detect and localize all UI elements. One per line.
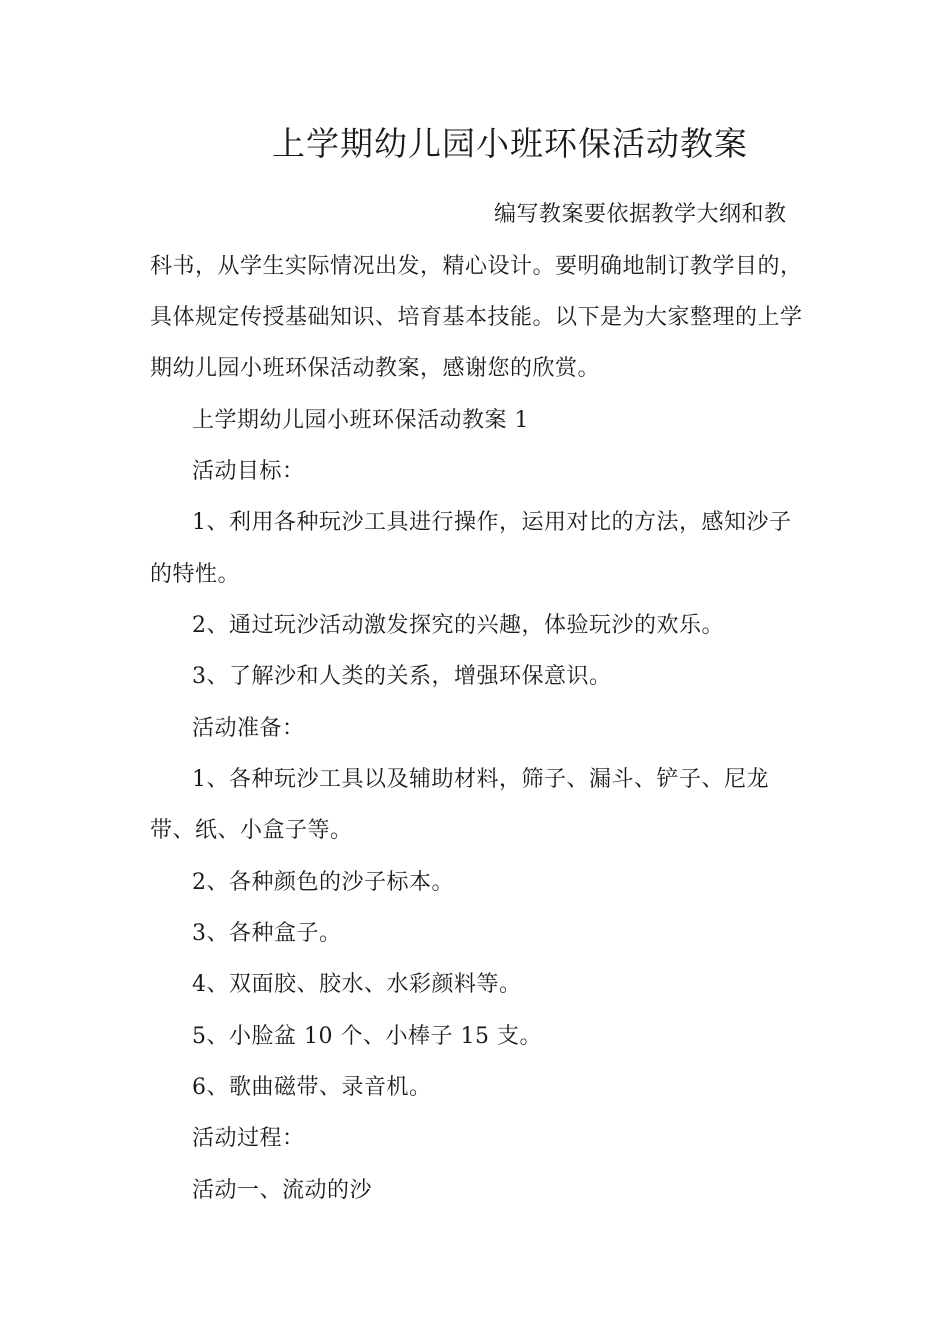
intro-line-1: 编写教案要依据教学大纲和教: [494, 202, 787, 227]
activity-one-heading: 活动一、流动的沙: [192, 1178, 373, 1203]
process-heading: 活动过程：: [192, 1126, 305, 1151]
prep-item-2: 2、各种颜色的沙子标本。: [192, 870, 454, 895]
prep-item-4: 4、双面胶、胶水、水彩颜料等。: [192, 972, 522, 997]
goal-item-2: 2、通过玩沙活动激发探究的兴趣，体验玩沙的欢乐。: [192, 613, 724, 638]
intro-line-4: 期幼儿园小班环保活动教案，感谢您的欣赏。: [150, 356, 601, 381]
prep-item-1: 1、各种玩沙工具以及辅助材料，筛子、漏斗、铲子、尼龙: [192, 767, 769, 792]
prep-item-3: 3、各种盒子。: [192, 921, 342, 946]
section-heading: 上学期幼儿园小班环保活动教案 1: [192, 408, 529, 433]
intro-line-2: 科书，从学生实际情况出发，精心设计。要明确地制订教学目的，: [150, 254, 803, 279]
goal-item-1: 1、利用各种玩沙工具进行操作，运用对比的方法，感知沙子: [192, 510, 792, 535]
prep-item-6: 6、歌曲磁带、录音机。: [192, 1075, 432, 1100]
prep-item-1-cont: 带、纸、小盒子等。: [150, 818, 353, 843]
prep-item-5: 5、小脸盆 10 个、小棒子 15 支。: [192, 1024, 542, 1049]
goal-item-3: 3、了解沙和人类的关系，增强环保意识。: [192, 664, 612, 689]
intro-line-3: 具体规定传授基础知识、培育基本技能。以下是为大家整理的上学: [150, 305, 803, 330]
document-title: 上学期幼儿园小班环保活动教案: [272, 124, 748, 163]
goals-heading: 活动目标：: [192, 459, 305, 484]
goal-item-1-cont: 的特性。: [150, 562, 241, 587]
prep-heading: 活动准备：: [192, 716, 305, 741]
